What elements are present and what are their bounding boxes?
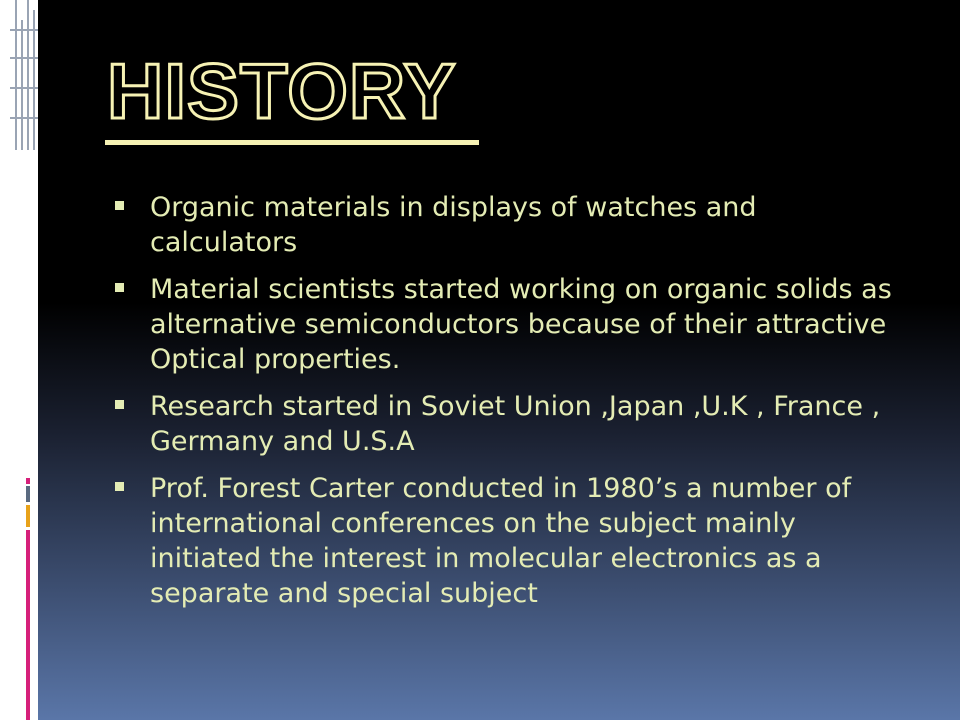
bullet-text: Research started in Soviet Union ,Japan ,U.K , France , Germany and U.S.A [150, 391, 881, 457]
bullet-square-icon [115, 400, 124, 409]
bullet-list [110, 190, 910, 623]
bullet-text: Prof. Forest Carter conducted in 1980’s a number of international conferences on the subject mainly initiated the interest in molecular electronics as a separate and special subject [150, 473, 852, 609]
bullet-square-icon [115, 482, 124, 491]
bullet-item [110, 272, 910, 377]
bullet-item [110, 190, 910, 260]
bullet-item [110, 389, 910, 459]
bullet-item [110, 471, 910, 611]
accent-bar-pink-top [26, 478, 30, 484]
accent-bar-pink-bottom [26, 530, 30, 720]
accent-bar-gold [26, 505, 30, 527]
accent-bar-gray [26, 486, 30, 502]
bullet-text: Material scientists started working on organic solids as alternative semiconductors because of their attractive Optical properties. [150, 274, 892, 375]
decorative-lines-graphic [0, 0, 38, 150]
bullet-square-icon [115, 283, 124, 292]
slide-title: HISTORY [107, 47, 457, 135]
bullet-text: Organic materials in displays of watches and calculators [150, 192, 757, 258]
bullet-square-icon [115, 201, 124, 210]
title-underline [105, 140, 479, 145]
